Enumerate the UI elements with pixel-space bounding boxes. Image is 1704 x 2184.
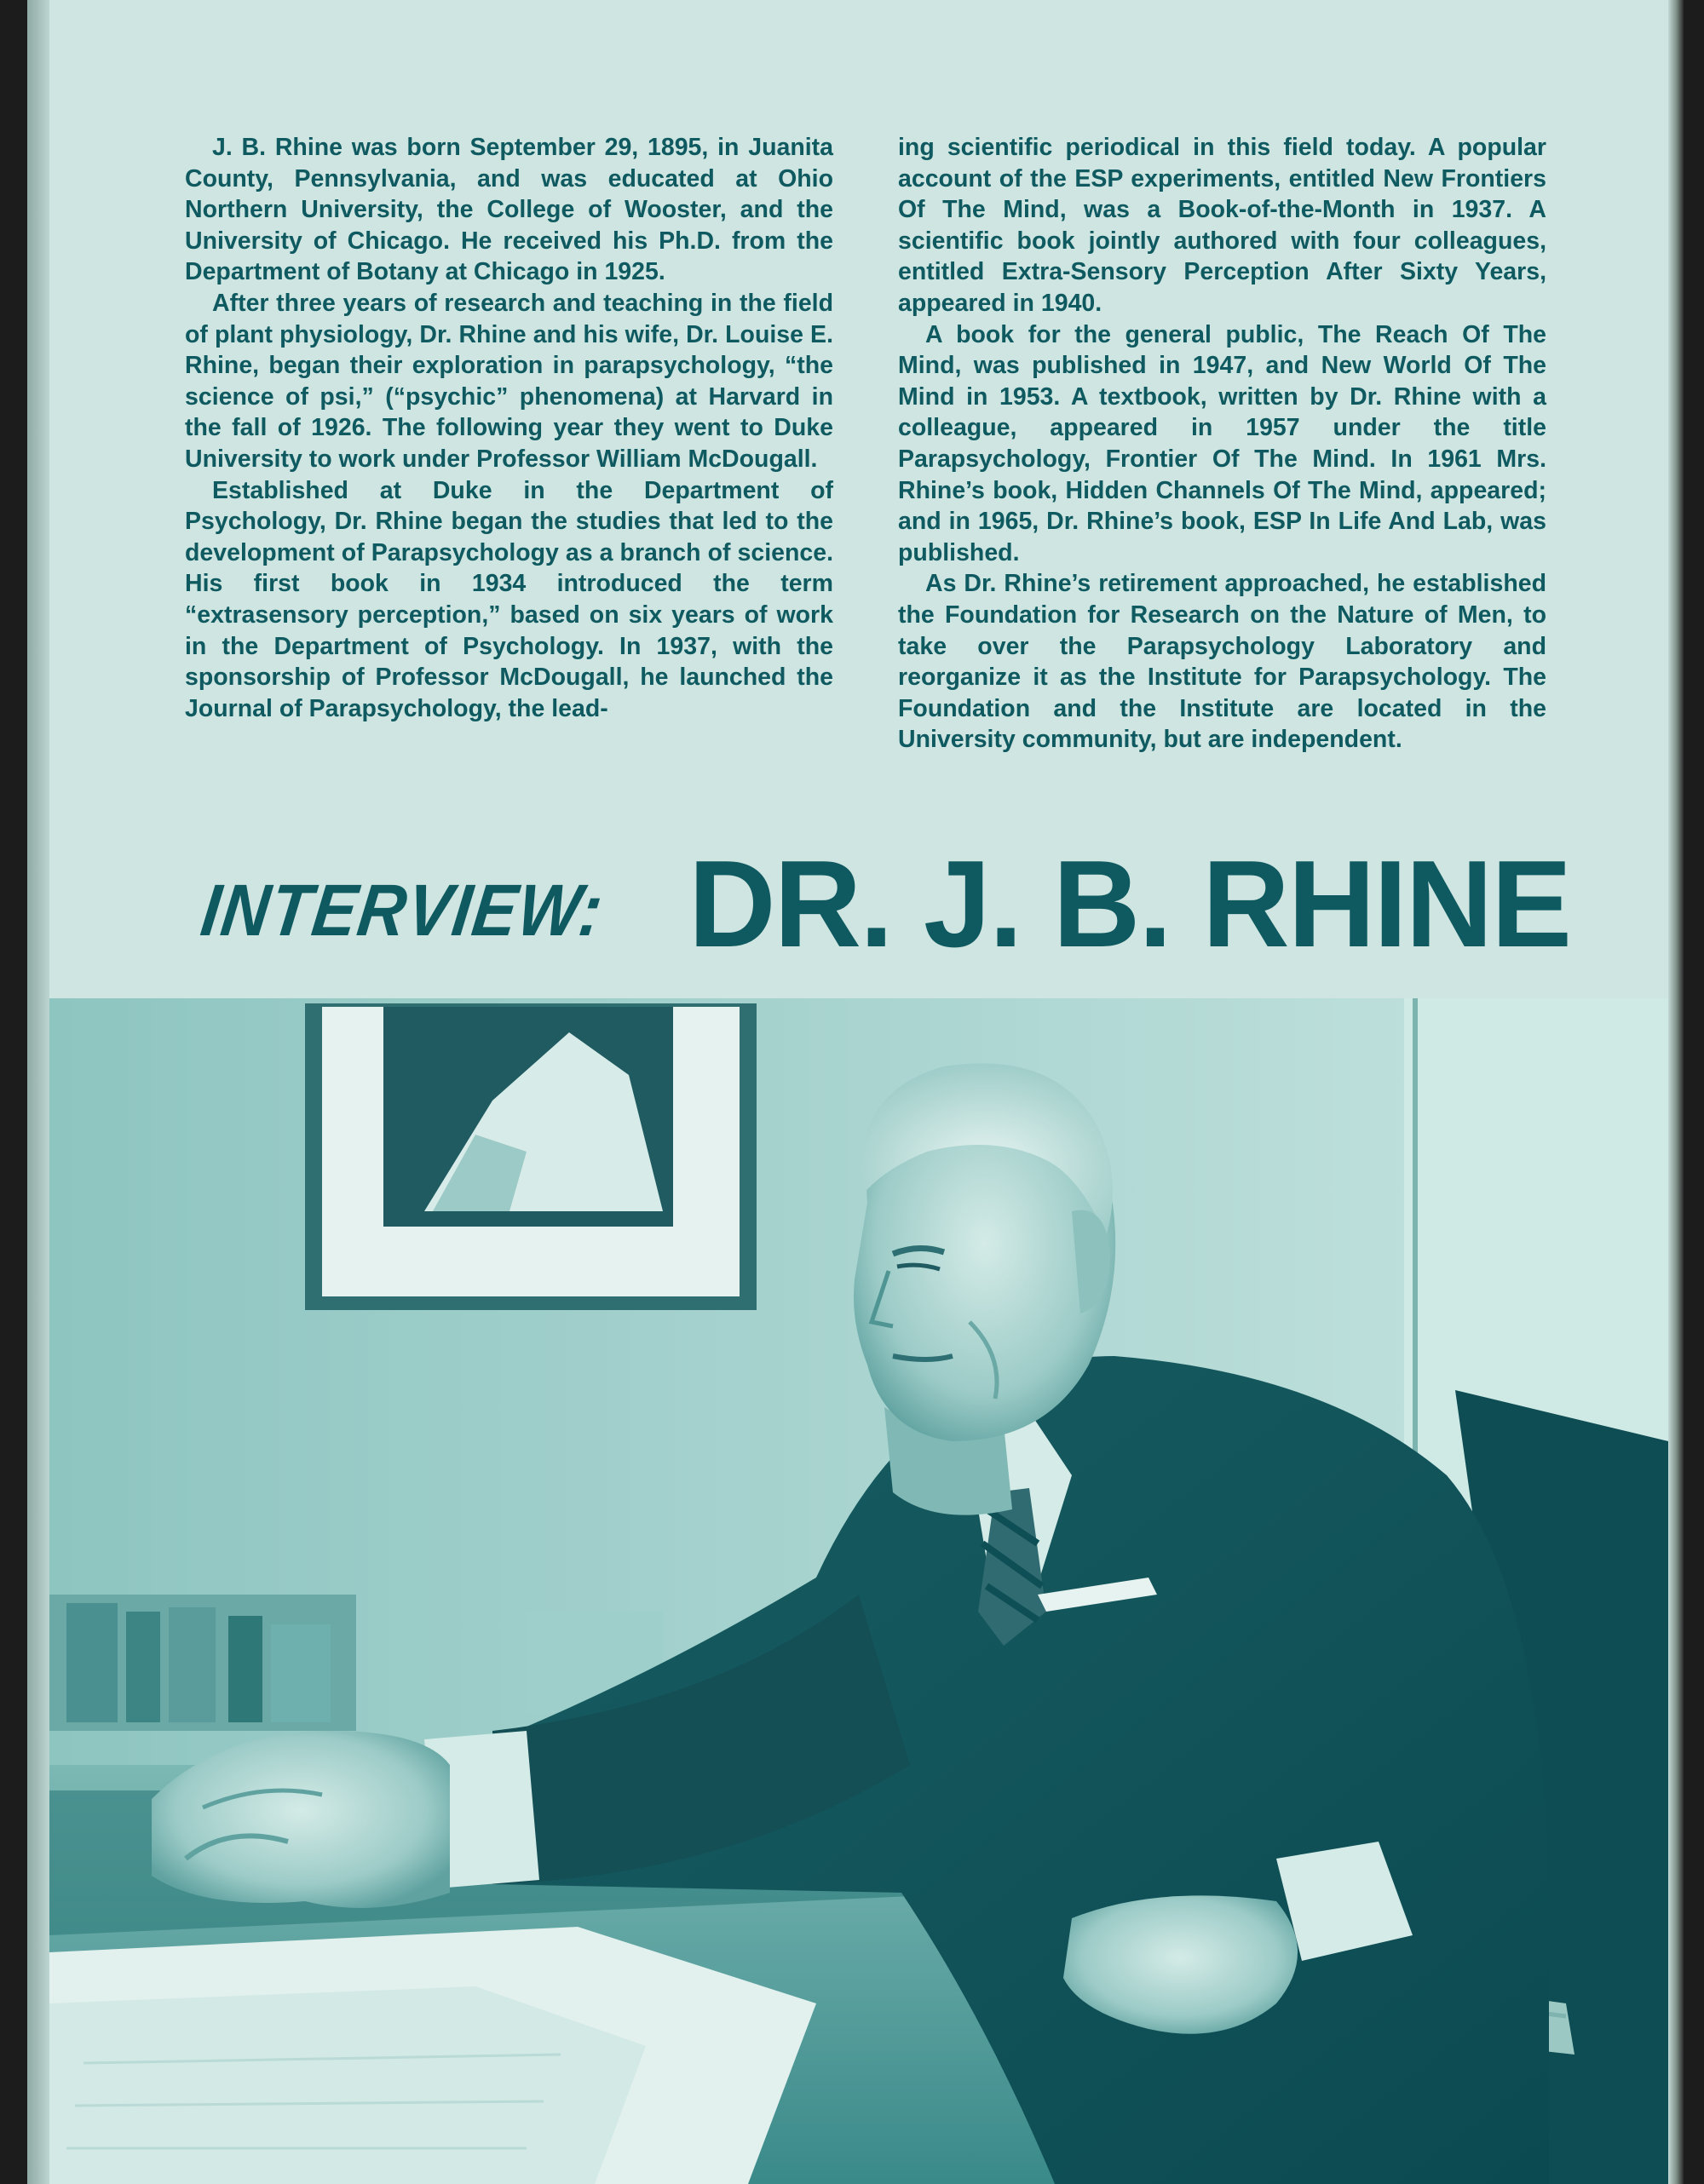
paragraph-duke: Established at Duke in the Department of Psychology, Dr. Rhine began the studies that led to the development of Parapsychology as a branch of science. His first book in 1934 introduced the term “extrasensory perception,” based on six years of work in the Department of Psychology. In 1937, with the sponsorship of Professor McDougall, he launched the Journal of Parapsychology, the lead- <box>185 476 833 722</box>
page-edge <box>27 0 49 2184</box>
right-column <box>898 132 1546 756</box>
portrait-photo <box>49 998 1668 2184</box>
left-column <box>185 132 833 756</box>
headline-name-part: DR. <box>688 835 892 974</box>
paragraph-retirement: As Dr. Rhine’s retirement approached, he established the Foundation for Research on the Nature of Men, to take over the Parapsychology Laboratory and reorganize it as the Institute for Parapsychology. The Foundation and the Institute are located in the University community, but are independent. <box>898 570 1546 754</box>
paragraph-continuation: ing scientific periodical in this field today. A popular account of the ESP experiments, entitled New Frontiers Of The Mind, was a Book-of-the-Month in 1937. A scientific book jointly authored with four colleagues, entitled Extra-Sensory Perception After Sixty Years, appeared in 1940. <box>898 134 1546 317</box>
headline-name-part: J. <box>923 835 1022 974</box>
headline-kicker: INTERVIEW: <box>196 870 609 951</box>
paragraph-birth: J. B. Rhine was born September 29, 1895, in Juanita County, Pennsylvania, and was educated at Ohio Northern University, the College of Wooster, and the University of Chicago. He received his Ph.D. from the Department of Botany at Chicago in 1925. <box>185 134 833 286</box>
paragraph-books: A book for the general public, The Reach Of The Mind, was published in 1947, and New World Of The Mind in 1953. A textbook, written by Dr. Rhine with a colleague, appeared in 1957 under the title Parapsychology, Frontier Of The Mind. In 1961 Mrs. Rhine’s book, Hidden Channels Of The Mind, appeared; and in 1965, Dr. Rhine’s book, ESP In Life And Lab, was published. <box>898 320 1546 566</box>
paragraph-early-research: After three years of research and teaching in the field of plant physiology, Dr. Rhine and his wife, Dr. Louise E. Rhine, began their exploration in parapsychology, “the science of psi,” (“psychic” phenomena) at Harvard in the fall of 1926. The following year they went to Duke University to work under Professor William McDougall. <box>185 289 833 473</box>
headline-name <box>688 833 1570 975</box>
headline <box>27 818 1684 974</box>
article-columns <box>185 132 1546 756</box>
binding-spine <box>1668 0 1684 2184</box>
headline-name-part: RHINE <box>1202 835 1570 974</box>
headline-name-part: B. <box>1052 835 1171 974</box>
portrait-illustration <box>49 998 1668 2184</box>
magazine-page <box>27 0 1684 2184</box>
